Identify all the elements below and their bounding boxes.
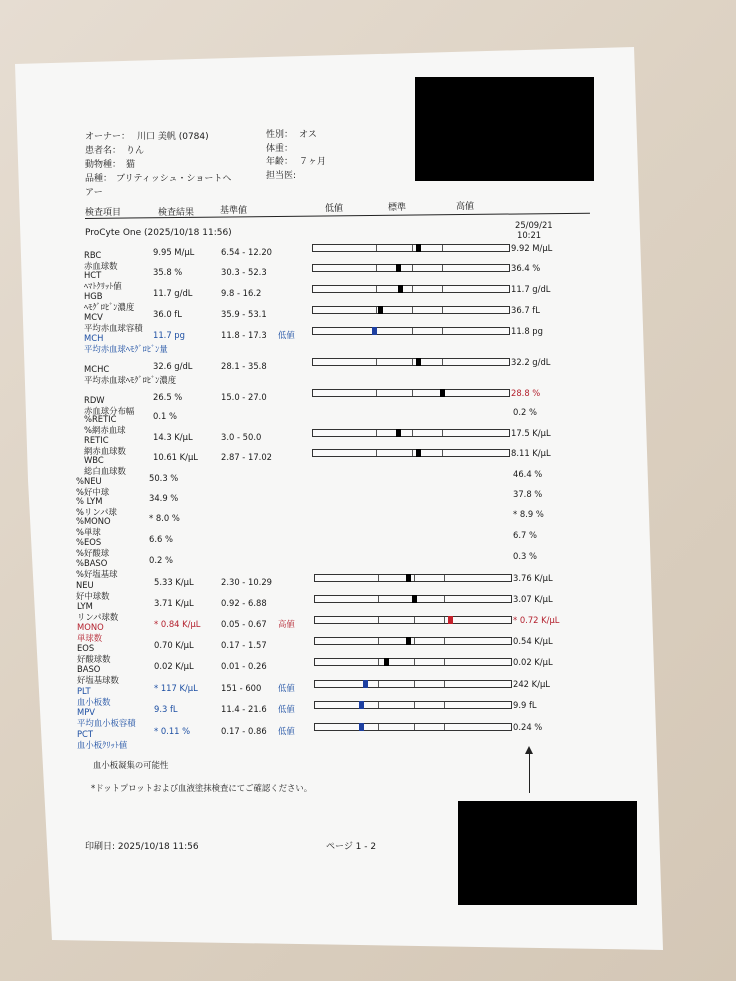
row-name: 単球数 <box>77 633 103 643</box>
owner-label: オーナー： <box>85 132 131 142</box>
range-divider <box>412 245 413 251</box>
row-flag: 高値 <box>278 619 295 629</box>
row-name: 血小板数 <box>77 697 111 707</box>
row-result: * 0.84 K/µL <box>154 619 201 629</box>
range-divider <box>412 450 413 456</box>
row-name: %網赤血球 <box>84 425 126 435</box>
range-divider <box>444 702 445 708</box>
prev-date: 25/09/21 <box>515 220 553 230</box>
row-name: 総白血球数 <box>84 466 126 476</box>
row-previous: 37.8 % <box>513 489 543 499</box>
row-flag: 低値 <box>278 330 295 340</box>
row-previous: 11.7 g/dL <box>511 284 551 294</box>
sex-value: オス <box>299 130 317 140</box>
row-previous: 8.11 K/µL <box>511 448 551 458</box>
result-marker <box>412 595 417 603</box>
note-line-2: *ドットプロットおよび血液塗抹検査にてご確認ください。 <box>91 783 313 793</box>
row-previous: 36.4 % <box>511 263 541 273</box>
row-previous: 9.92 M/µL <box>511 243 553 253</box>
row-name: %好中球 <box>76 487 110 497</box>
row-name: 血小板ｸﾘｯﾄ値 <box>77 740 128 750</box>
species-label: 動物種： <box>85 160 122 170</box>
row-code: WBC <box>84 455 104 465</box>
range-divider <box>378 681 379 687</box>
range-divider <box>442 328 443 334</box>
row-result: 34.9 % <box>149 493 179 503</box>
row-code: PLT <box>77 686 91 696</box>
result-marker <box>416 244 421 252</box>
range-divider <box>412 307 413 313</box>
row-code: MCHC <box>84 364 110 374</box>
row-code: MONO <box>77 622 104 632</box>
result-marker <box>396 429 401 437</box>
row-reference: 0.05 - 0.67 <box>221 619 267 629</box>
range-divider <box>442 430 443 436</box>
range-divider <box>442 286 443 292</box>
breed-label: 品種： <box>85 174 113 184</box>
row-result: 0.70 K/µL <box>154 640 194 650</box>
row-previous: 3.76 K/µL <box>513 573 553 583</box>
row-result: 50.3 % <box>149 473 179 483</box>
row-result: 35.8 % <box>153 267 183 277</box>
range-divider <box>412 359 413 365</box>
result-marker <box>406 574 411 582</box>
range-divider <box>414 724 415 730</box>
weight-label: 体重： <box>266 144 294 154</box>
row-previous: 17.5 K/µL <box>511 428 551 438</box>
row-result: 6.6 % <box>149 534 173 544</box>
range-divider <box>414 617 415 623</box>
row-result: 5.33 K/µL <box>154 577 194 587</box>
row-previous: 242 K/µL <box>513 679 550 689</box>
col-reference: 基準値 <box>220 206 248 216</box>
row-result: 10.61 K/µL <box>153 452 198 462</box>
row-name: 好塩基球数 <box>77 675 119 685</box>
row-previous: 6.7 % <box>513 530 537 540</box>
row-code: NEU <box>76 580 94 590</box>
range-divider <box>444 659 445 665</box>
row-name: %好酸球 <box>76 548 110 558</box>
row-result: 32.6 g/dL <box>153 361 193 371</box>
row-code: % LYM <box>76 496 103 506</box>
row-reference: 15.0 - 27.0 <box>221 392 267 402</box>
row-reference: 35.9 - 53.1 <box>221 309 267 319</box>
range-divider <box>442 450 443 456</box>
row-previous: 11.8 pg <box>511 326 543 336</box>
range-divider <box>378 724 379 730</box>
range-bar <box>314 723 512 731</box>
row-previous: 0.02 K/µL <box>513 657 553 667</box>
row-result: 11.7 pg <box>153 330 185 340</box>
row-result: 36.0 fL <box>153 309 182 319</box>
row-previous: 0.24 % <box>513 722 543 732</box>
row-name: 網赤血球数 <box>84 446 126 456</box>
result-marker <box>398 285 403 293</box>
row-code: %BASO <box>76 558 108 568</box>
redacted-block-top <box>415 77 594 181</box>
sex-label: 性別： <box>266 130 294 140</box>
row-reference: 11.4 - 21.6 <box>221 704 267 714</box>
range-bar <box>314 574 512 582</box>
row-name: 平均赤血球ﾍﾓｸﾞﾛﾋﾞﾝ量 <box>84 344 168 354</box>
row-reference: 151 - 600 <box>221 683 262 693</box>
row-code: %RETIC <box>84 414 117 424</box>
result-marker <box>406 637 411 645</box>
range-divider <box>378 659 379 665</box>
row-previous: 0.2 % <box>513 407 537 417</box>
breed-value: ブリティッシュ・ショートヘ <box>116 174 232 184</box>
result-marker <box>378 306 383 314</box>
range-divider <box>414 702 415 708</box>
range-divider <box>414 659 415 665</box>
age-value: ７ヶ月 <box>299 157 327 167</box>
trend-arrow-line <box>529 753 530 793</box>
range-divider <box>376 307 377 313</box>
range-bar <box>314 637 512 645</box>
instrument-title: ProCyte One (2025/10/18 11:56) <box>85 228 232 238</box>
col-item: 検査項目 <box>85 208 122 218</box>
row-result: 9.3 fL <box>154 704 178 714</box>
range-divider <box>378 702 379 708</box>
row-name: 赤血球分布幅 <box>84 406 135 416</box>
row-code: RDW <box>84 395 105 405</box>
row-result: 14.3 K/µL <box>153 432 193 442</box>
result-marker <box>416 358 421 366</box>
row-previous: 0.54 K/µL <box>513 636 553 646</box>
row-name: %好塩基球 <box>76 569 118 579</box>
range-divider <box>378 617 379 623</box>
row-result: * 8.0 % <box>149 513 180 523</box>
row-previous: 9.9 fL <box>513 700 537 710</box>
col-high: 高値 <box>456 202 475 212</box>
row-code: MCH <box>84 333 104 343</box>
row-code: MCV <box>84 312 103 322</box>
row-name: %単球 <box>76 527 101 537</box>
row-code: EOS <box>77 643 95 653</box>
row-name: 平均血小板容積 <box>77 718 136 728</box>
range-divider <box>378 638 379 644</box>
range-divider <box>444 596 445 602</box>
breed-value-cont: アー <box>85 188 103 198</box>
row-previous: 3.07 K/µL <box>513 594 553 604</box>
result-marker <box>363 680 368 688</box>
result-marker <box>372 327 377 335</box>
row-previous: * 0.72 K/µL <box>513 615 560 625</box>
row-reference: 0.17 - 1.57 <box>221 640 267 650</box>
result-marker <box>416 449 421 457</box>
range-divider <box>414 575 415 581</box>
row-name: 好酸球数 <box>77 654 111 664</box>
result-marker <box>440 389 445 397</box>
range-divider <box>378 596 379 602</box>
row-code: PCT <box>77 729 94 739</box>
range-bar <box>314 701 512 709</box>
range-divider <box>414 681 415 687</box>
row-previous: 36.7 fL <box>511 305 540 315</box>
patient-value: りん <box>126 146 145 156</box>
row-code: %EOS <box>76 537 102 547</box>
owner-value: 川口 美帆 (0784) <box>137 132 209 142</box>
row-name: 平均赤血球容積 <box>84 323 143 333</box>
row-previous: 28.8 % <box>511 388 541 398</box>
range-divider <box>376 450 377 456</box>
printed-date: 印刷日: 2025/10/18 11:56 <box>85 842 199 852</box>
range-bar <box>312 327 510 335</box>
result-marker <box>396 264 401 272</box>
row-reference: 0.17 - 0.86 <box>221 726 267 736</box>
row-code: RBC <box>84 250 102 260</box>
row-flag: 低値 <box>278 683 295 693</box>
range-divider <box>376 286 377 292</box>
range-bar <box>312 358 510 366</box>
range-divider <box>444 617 445 623</box>
row-name: %リンパ球 <box>76 507 117 517</box>
range-bar <box>314 616 512 624</box>
range-divider <box>412 390 413 396</box>
row-previous: 46.4 % <box>513 469 543 479</box>
range-bar <box>312 429 510 437</box>
row-code: MPV <box>77 707 96 717</box>
row-code: %MONO <box>76 516 111 526</box>
row-reference: 6.54 - 12.20 <box>221 247 272 257</box>
row-reference: 30.3 - 52.3 <box>221 267 267 277</box>
range-bar <box>312 389 510 397</box>
page-number: ページ 1 - 2 <box>326 842 377 852</box>
range-divider <box>442 359 443 365</box>
patient-label: 患者名： <box>85 146 122 156</box>
col-low: 低値 <box>325 204 344 214</box>
species-value: 猫 <box>126 160 136 170</box>
range-divider <box>442 245 443 251</box>
row-reference: 11.8 - 17.3 <box>221 330 267 340</box>
row-name: ﾍﾓｸﾞﾛﾋﾞﾝ濃度 <box>84 302 135 312</box>
row-name: 好中球数 <box>76 591 110 601</box>
col-result: 検査結果 <box>158 208 195 218</box>
row-code: LYM <box>77 601 93 611</box>
range-divider <box>376 265 377 271</box>
row-result: 3.71 K/µL <box>154 598 194 608</box>
range-bar <box>312 449 510 457</box>
col-normal: 標準 <box>388 203 407 213</box>
range-divider <box>376 430 377 436</box>
row-code: HGB <box>84 291 103 301</box>
row-flag: 低値 <box>278 726 295 736</box>
row-reference: 2.30 - 10.29 <box>221 577 272 587</box>
range-divider <box>412 430 413 436</box>
range-bar <box>312 244 510 252</box>
row-previous: * 8.9 % <box>513 509 544 519</box>
row-reference: 9.8 - 16.2 <box>221 288 262 298</box>
range-divider <box>414 638 415 644</box>
row-name: 平均赤血球ﾍﾓｸﾞﾛﾋﾞﾝ濃度 <box>84 375 177 385</box>
result-marker <box>359 701 364 709</box>
row-reference: 28.1 - 35.8 <box>221 361 267 371</box>
row-result: * 117 K/µL <box>154 683 198 693</box>
result-marker <box>359 723 364 731</box>
row-code: RETIC <box>84 435 109 445</box>
range-divider <box>412 328 413 334</box>
range-divider <box>376 359 377 365</box>
row-result: 26.5 % <box>153 392 183 402</box>
range-bar <box>314 658 512 666</box>
range-divider <box>444 724 445 730</box>
row-reference: 2.87 - 17.02 <box>221 452 272 462</box>
redacted-block-bottom <box>458 801 637 905</box>
row-result: 0.1 % <box>153 411 177 421</box>
age-label: 年齢： <box>266 157 294 167</box>
range-bar <box>312 306 510 314</box>
range-divider <box>442 265 443 271</box>
row-previous: 0.3 % <box>513 551 537 561</box>
trend-arrow-head <box>525 746 533 754</box>
range-divider <box>444 681 445 687</box>
range-divider <box>444 575 445 581</box>
row-name: ﾍﾏﾄｸﾘｯﾄ値 <box>84 281 122 291</box>
row-result: 0.02 K/µL <box>154 661 194 671</box>
range-divider <box>412 286 413 292</box>
range-divider <box>376 245 377 251</box>
range-bar <box>312 264 510 272</box>
range-divider <box>412 265 413 271</box>
row-code: %NEU <box>76 476 102 486</box>
row-name: リンパ球数 <box>77 612 119 622</box>
range-divider <box>442 307 443 313</box>
row-previous: 32.2 g/dL <box>511 357 551 367</box>
range-divider <box>444 638 445 644</box>
row-result: 11.7 g/dL <box>153 288 193 298</box>
row-reference: 0.01 - 0.26 <box>221 661 267 671</box>
range-bar <box>314 595 512 603</box>
note-line-1: 血小板凝集の可能性 <box>93 760 169 770</box>
row-result: 0.2 % <box>149 555 173 565</box>
row-code: HCT <box>84 270 102 280</box>
row-result: 9.95 M/µL <box>153 247 195 257</box>
prev-time: 10:21 <box>517 230 542 240</box>
range-divider <box>376 390 377 396</box>
range-bar <box>312 285 510 293</box>
result-marker <box>448 616 453 624</box>
row-name: 赤血球数 <box>84 261 118 271</box>
row-reference: 0.92 - 6.88 <box>221 598 267 608</box>
range-divider <box>378 575 379 581</box>
doctor-label: 担当医: <box>266 171 297 181</box>
row-flag: 低値 <box>278 704 295 714</box>
range-bar <box>314 680 512 688</box>
result-marker <box>384 658 389 666</box>
row-code: BASO <box>77 664 101 674</box>
row-result: * 0.11 % <box>154 726 191 736</box>
row-reference: 3.0 - 50.0 <box>221 432 262 442</box>
